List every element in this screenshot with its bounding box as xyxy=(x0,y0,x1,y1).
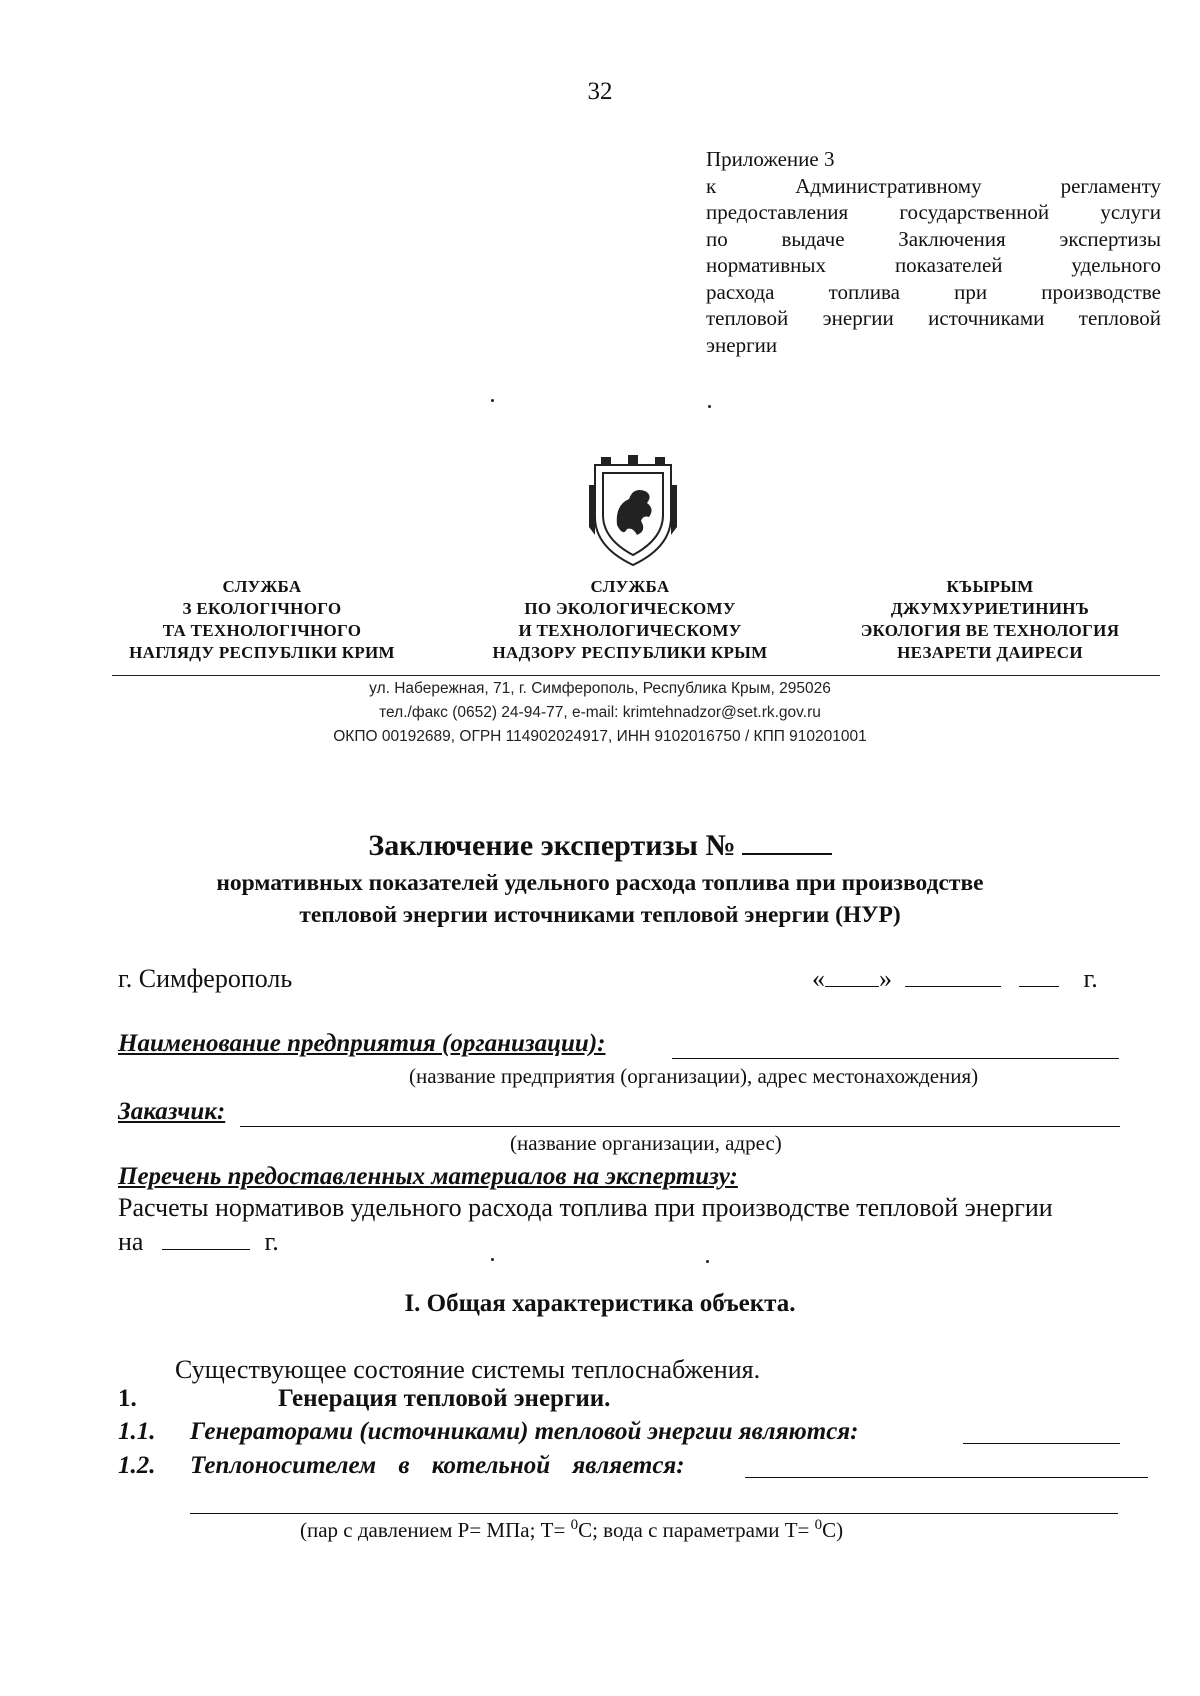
crimea-coat-of-arms-icon xyxy=(587,455,679,570)
customer-note: (название организации, адрес) xyxy=(510,1131,782,1155)
parameters-note xyxy=(300,1517,843,1543)
section-intro: Существующее состояние системы теплоснабжения. xyxy=(175,1355,761,1384)
enterprise-field-line[interactable] xyxy=(672,1058,1119,1059)
contact-phone: тел./факс (0652) 24-94-77, e-mail: krimtehnadzor@set.rk.gov.ru xyxy=(379,704,821,721)
section-title: I. Общая характеристика объекта. xyxy=(404,1290,796,1317)
scan-speck xyxy=(491,399,494,402)
org-line: НАДЗОРУ РЕСПУБЛИКИ КРЫМ xyxy=(492,643,768,662)
date-open-quote: « xyxy=(812,964,825,993)
scan-speck xyxy=(708,405,711,408)
org-line: ЭКОЛОГИЯ ВЕ ТЕХНОЛОГИЯ xyxy=(860,621,1120,640)
parameters-note-part: (пар с давлением Р= МПа; Т= xyxy=(300,1518,571,1542)
coolant-extra-line[interactable] xyxy=(190,1513,1118,1514)
date-line xyxy=(812,964,1098,994)
contact-address: ул. Набережная, 71, г. Симферополь, Республика Крым, 295026 xyxy=(369,680,831,697)
org-line: СЛУЖБА xyxy=(222,577,302,596)
coolant-field-line[interactable] xyxy=(745,1477,1148,1478)
item-number: 1. xyxy=(118,1385,137,1412)
org-line: И ТЕХНОЛОГИЧЕСКОМУ xyxy=(518,621,742,640)
org-line: КЪЫРЫМ xyxy=(946,577,1034,596)
customer-field-line[interactable] xyxy=(240,1126,1120,1127)
customer-label: Заказчик: xyxy=(118,1098,226,1125)
materials-year-blank[interactable] xyxy=(162,1229,250,1250)
date-month-blank[interactable] xyxy=(905,966,1001,987)
parameters-note-part: С; вода с параметрами Т= xyxy=(578,1518,815,1542)
date-day-blank[interactable] xyxy=(825,966,879,987)
org-line: НАГЛЯДУ РЕСПУБЛІКИ КРИМ xyxy=(129,643,395,662)
org-line: ПО ЭКОЛОГИЧЕСКОМУ xyxy=(524,599,736,618)
document-number-blank[interactable] xyxy=(742,829,832,855)
item-number: 1.2. xyxy=(118,1452,156,1479)
city: г. Симферополь xyxy=(118,964,293,993)
page-number: 32 xyxy=(587,78,613,105)
appendix-line: расхода топлива при производстве xyxy=(706,279,1161,304)
document-subtitle-line: нормативных показателей удельного расхода топлива при производстве xyxy=(216,870,984,896)
date-year-suffix: г. xyxy=(1083,964,1098,993)
date-year-blank[interactable] xyxy=(1019,966,1059,987)
org-name-crimean-tatar xyxy=(825,576,1155,664)
item-text: Генераторами (источниками) тепловой энергии являются: xyxy=(190,1418,859,1445)
appendix-note xyxy=(706,146,1161,358)
contact-codes: ОКПО 00192689, ОГРН 114902024917, ИНН 9102016750 / КПП 910201001 xyxy=(333,728,867,745)
appendix-line: тепловой энергии источниками тепловой xyxy=(706,306,1161,330)
degree-sup: 0 xyxy=(814,1517,823,1533)
materials-year-line xyxy=(118,1227,279,1257)
org-line: СЛУЖБА xyxy=(590,577,670,596)
appendix-line: энергии xyxy=(706,332,778,357)
org-line: ДЖУМХУРИЕТИНИНЪ xyxy=(890,599,1090,618)
document-subtitle-line: тепловой энергии источниками тепловой энергии (НУР) xyxy=(299,902,901,928)
header-divider xyxy=(112,675,1160,676)
appendix-line: Приложение 3 xyxy=(706,147,835,171)
item-text: Теплоносителем в котельной является: xyxy=(190,1452,685,1479)
enterprise-label: Наименование предприятия (организации): xyxy=(118,1030,606,1057)
org-line: ТА ТЕХНОЛОГІЧНОГО xyxy=(162,621,362,640)
item-number: 1.1. xyxy=(118,1418,156,1445)
materials-on: на xyxy=(118,1227,144,1256)
generators-field-line[interactable] xyxy=(963,1443,1120,1444)
document-title xyxy=(0,829,1200,863)
date-close-quote: » xyxy=(879,964,892,993)
scan-speck xyxy=(706,1260,709,1263)
materials-text: Расчеты нормативов удельного расхода топлива при производстве тепловой энергии xyxy=(118,1193,1053,1222)
degree-sup: 0 xyxy=(570,1517,579,1533)
scan-speck xyxy=(491,1258,494,1261)
org-name-ukrainian xyxy=(112,576,412,664)
materials-year-suffix: г. xyxy=(264,1227,279,1256)
org-line: НЕЗАРЕТИ ДАИРЕСИ xyxy=(897,643,1083,662)
appendix-line: к Административному регламенту xyxy=(706,173,1161,198)
appendix-line: по выдаче Заключения экспертизы xyxy=(706,226,1161,251)
parameters-note-part: С) xyxy=(822,1518,844,1542)
item-text: Генерация тепловой энергии. xyxy=(278,1385,611,1412)
appendix-line: нормативных показателей удельного xyxy=(706,253,1161,277)
materials-label: Перечень предоставленных материалов на экспертизу: xyxy=(118,1163,738,1190)
enterprise-note: (название предприятия (организации), адрес местонахождения) xyxy=(409,1064,979,1088)
org-line: З ЕКОЛОГІЧНОГО xyxy=(182,599,342,618)
document-title-text: Заключение экспертизы № xyxy=(368,829,736,862)
org-name-russian xyxy=(465,576,795,664)
appendix-line: предоставления государственной услуги xyxy=(706,200,1161,224)
